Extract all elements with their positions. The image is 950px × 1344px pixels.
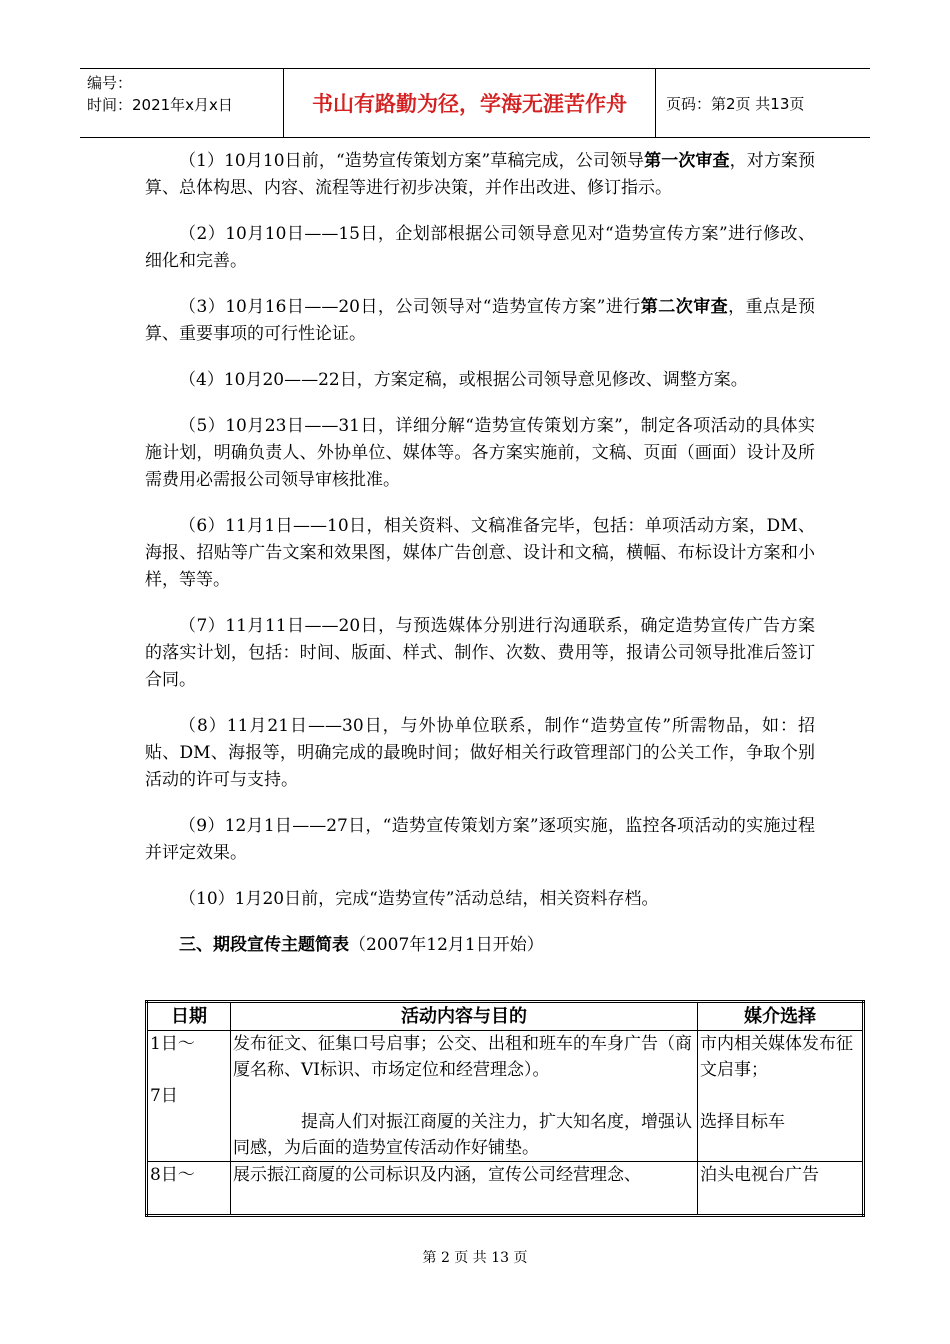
schedule-item-6: （6）11月1日——10日，相关资料、文稿准备完毕，包括：单项活动方案，DM、海报、招贴等广告文案和效果图，媒体广告创意、设计和文稿，横幅、布标设计方案和小样，等等。	[145, 516, 815, 590]
section-note: （2007年12月1日开始）	[349, 935, 544, 955]
section-title: 三、期段宣传主题简表	[179, 935, 349, 955]
document-number-label: 编号：	[87, 74, 133, 92]
header-date: 日期	[147, 1002, 231, 1031]
schedule-item-5: （5）10月23日——31日，详细分解“造势宣传策划方案”，制定各项活动的具体实施计划，明确负责人、外协单位、媒体等。各方案实施前，文稿、页面（画面）设计及所需费用必需报公司领导审核批准。	[145, 416, 815, 490]
header-meta	[80, 69, 283, 137]
schedule-item-10: （10）1月20日前，完成“造势宣传”活动总结，相关资料存档。	[179, 889, 659, 909]
header-motto: 书山有路勤为径，学海无涯苦作舟	[283, 69, 656, 137]
table-row	[147, 1162, 864, 1216]
page-footer: 第 2 页 共 13 页	[422, 1250, 528, 1266]
document-time-label: 时间：2021年x月x日	[87, 96, 233, 114]
schedule-item-1: （1）10月10日前，“造势宣传策划方案”草稿完成，公司领导第一次审查，对方案预算、总体构思、内容、流程等进行初步决策，并作出改进、修订指示。	[145, 151, 816, 198]
emphasis-second-review: 第二次审查	[640, 297, 729, 317]
header-media: 媒介选择	[698, 1002, 864, 1031]
content-cell: 展示振江商厦的公司标识及内涵，宣传公司经营理念、	[231, 1162, 698, 1216]
emphasis-first-review: 第一次审查	[644, 151, 730, 171]
section-heading	[145, 932, 815, 959]
media-cell: 泊头电视台广告	[698, 1162, 864, 1216]
table-row	[147, 1031, 864, 1162]
schedule-item-7: （7）11月11日——20日，与预选媒体分别进行沟通联系，确定造势宣传广告方案的落实计划，包括：时间、版面、样式、制作、次数、费用等，报请公司领导批准后签订合同。	[145, 616, 815, 690]
header-page-info: 页码：第2页 共13页	[666, 94, 805, 113]
schedule-item-2: （2）10月10日——15日，企划部根据公司领导意见对“造势宣传方案”进行修改、细化和完善。	[145, 224, 815, 271]
content-cell: 发布征文、征集口号启事；公交、出租和班车的车身广告（商厦名称、VI标识、市场定位和经营理念）。 提高人们对振江商厦的关注力，扩大知名度，增强认同感，为后面的造势宣传活动作好铺垫。	[231, 1031, 698, 1162]
promotion-theme-table	[145, 1000, 865, 1217]
date-cell: 1日～ 7日	[147, 1031, 231, 1162]
schedule-item-3: （3）10月16日——20日，公司领导对“造势宣传方案”进行第二次审查，重点是预算、重要事项的可行性论证。	[145, 297, 816, 344]
document-body	[145, 148, 815, 973]
date-cell: 8日～	[147, 1162, 231, 1216]
schedule-item-9: （9）12月1日——27日，“造势宣传策划方案”逐项实施，监控各项活动的实施过程并评定效果。	[145, 816, 815, 863]
page-header	[80, 68, 870, 138]
schedule-item-8: （8）11月21日——30日，与外协单位联系，制作“造势宣传”所需物品，如：招贴、DM、海报等，明确完成的最晚时间；做好相关行政管理部门的公关工作，争取个别活动的许可与支持。	[145, 716, 815, 790]
header-content: 活动内容与目的	[231, 1002, 698, 1031]
schedule-item-4: （4）10月20——22日，方案定稿，或根据公司领导意见修改、调整方案。	[179, 370, 748, 390]
table-header-row	[147, 1002, 864, 1031]
media-cell: 市内相关媒体发布征文启事； 选择目标车	[698, 1031, 864, 1162]
